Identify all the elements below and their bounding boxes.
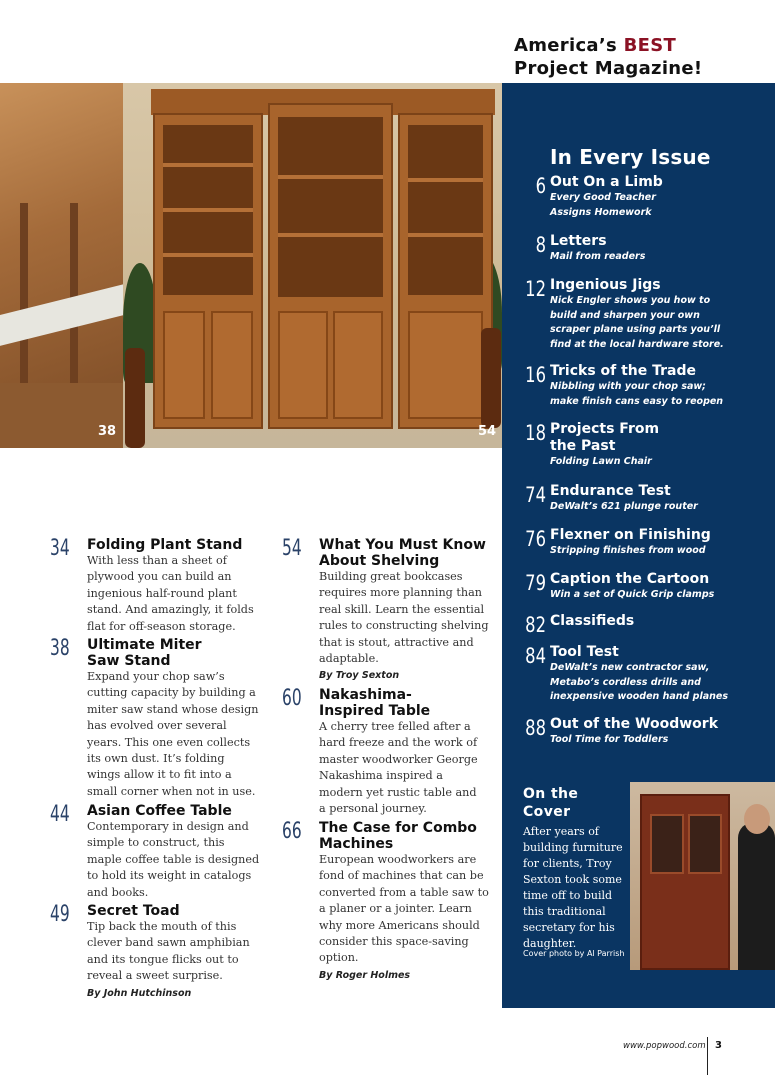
department-title: Classifieds (550, 613, 635, 629)
article-title: What You Must Know About Shelving (319, 537, 486, 569)
masthead-tagline (514, 34, 769, 80)
article-title: Ultimate Miter Saw Stand (87, 637, 202, 669)
department-subtitle: Nibbling with your chop saw; make finish cans easy to reopen (550, 381, 724, 407)
department-page-number: 18 (525, 421, 546, 445)
tagline-accent: BEST (623, 35, 677, 56)
article-summary: Expand your chop saw’s cutting capacity by building a miter saw stand whose design has evolved over several years. This one even collects its own dust. It’s folding wings allow it to fit into a small corner when not in use. (87, 670, 259, 798)
department-page-number: 16 (525, 363, 546, 387)
article-summary: With less than a sheet of plywood you can build an ingenious half-round plant stand. And amazingly, it folds flat for off-season storage. (87, 554, 254, 633)
department-subtitle: Win a set of Quick Grip clamps (550, 589, 715, 600)
article-page-number: 44 (50, 802, 70, 827)
photo-page-number: 54 (478, 424, 497, 439)
cover-photo-credit: Cover photo by Al Parrish (523, 949, 625, 958)
article-title: Folding Plant Stand (87, 537, 243, 553)
page-number: 3 (715, 1040, 722, 1051)
website-url[interactable]: www.popwood.com (623, 1041, 706, 1051)
article-page-number: 34 (50, 536, 70, 561)
article-page-number: 54 (282, 536, 302, 561)
department-subtitle: Nick Engler shows you how to build and sharpen your own scraper plane using parts you’ll find at the local hardware store. (550, 295, 724, 350)
department-page-number: 88 (525, 716, 546, 740)
article-summary: European woodworkers are fond of machines that can be converted from a table saw to a planer or a jointer. Learn why more Americans should consider this space-saving option. (319, 853, 489, 965)
department-page-number: 74 (525, 483, 546, 507)
on-the-cover-heading (523, 785, 578, 821)
article-summary: Building great bookcases requires more planning than real skill. Learn the essential rules to constructing shelving that is stout, attractive and adaptable. (319, 570, 489, 666)
article-title: Nakashima-Inspired Table (319, 687, 431, 719)
department-page-number: 82 (525, 613, 546, 637)
tagline-line2: Project Magazine! (514, 58, 703, 79)
department-title: Out On a Limb (550, 174, 663, 190)
article-title: The Case for Combo Machines (319, 820, 477, 852)
article-page-number: 60 (282, 686, 302, 711)
article-title: Asian Coffee Table (87, 803, 232, 819)
department-page-number: 84 (525, 644, 546, 668)
department-subtitle: Folding Lawn Chair (550, 456, 652, 467)
department-title: Ingenious Jigs (550, 277, 661, 293)
department-title: Caption the Cartoon (550, 571, 710, 587)
article-summary: A cherry tree felled after a hard freeze and the work of master woodworker George Nakashima inspired a modern yet rustic table and a personal journey. (319, 720, 478, 816)
article-summary: Contemporary in design and simple to construct, this maple coffee table is designed to hold its weight in catalogs and books. (87, 820, 260, 899)
sidebar-title: In Every Issue (550, 145, 711, 169)
article-page-number: 38 (50, 636, 70, 661)
footer-divider (707, 1037, 708, 1075)
department-subtitle: Every Good Teacher Assigns Homework (550, 192, 656, 218)
department-title: Out of the Woodwork (550, 716, 719, 732)
department-subtitle: Mail from readers (550, 251, 646, 262)
department-subtitle: DeWalt’s 621 plunge router (550, 501, 698, 512)
department-subtitle: Stripping finishes from wood (550, 545, 706, 556)
article-title: Secret Toad (87, 903, 180, 919)
article-byline: By Troy Sexton (319, 670, 400, 682)
cover-description: After years of building furniture for clients, Troy Sexton took some time off to build this traditional secretary for his daughter. (523, 825, 623, 950)
department-title: Endurance Test (550, 483, 671, 499)
article-page-number: 66 (282, 819, 302, 844)
department-title: Flexner on Finishing (550, 527, 711, 543)
miter-saw-stand-photo (0, 83, 123, 448)
article-byline: By Roger Holmes (319, 969, 411, 981)
department-title: Tricks of the Trade (550, 363, 697, 379)
department-subtitle: DeWalt’s new contractor saw, Metabo’s cordless drills and inexpensive wooden hand planes (550, 662, 728, 702)
department-subtitle: Tool Time for Toddlers (550, 734, 669, 745)
department-page-number: 79 (525, 571, 546, 595)
department-page-number: 12 (525, 277, 546, 301)
department-page-number: 76 (525, 527, 546, 551)
in-every-issue-sidebar (502, 83, 775, 1008)
article-summary: Tip back the mouth of this clever band sawn amphibian and its tongue flicks out to reveal a sweet surprise. (87, 920, 250, 983)
department-page-number: 6 (535, 174, 546, 198)
department-title: Projects From the Past (550, 421, 660, 454)
article-byline: By John Hutchinson (87, 987, 192, 999)
article-page-number: 49 (50, 902, 70, 927)
department-title: Letters (550, 233, 607, 249)
department-page-number: 8 (535, 233, 546, 257)
cover-photo (630, 782, 775, 970)
tagline-prefix: America’s (514, 35, 624, 56)
photo-page-number: 38 (98, 424, 117, 439)
cover-heading-line1: On the (523, 786, 579, 802)
cover-heading-line2: Cover (523, 804, 571, 820)
bookcase-photo (123, 83, 502, 448)
department-title: Tool Test (550, 644, 619, 660)
